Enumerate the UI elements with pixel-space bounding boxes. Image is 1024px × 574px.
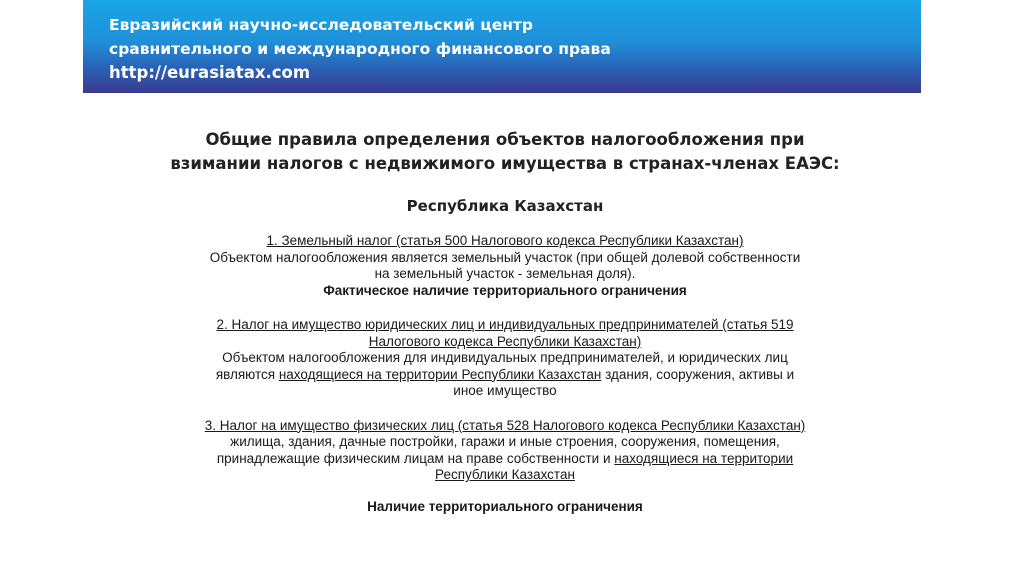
title-line2: взимании налогов с недвижимого имущества в странах-членах ЕАЭС: xyxy=(170,154,840,173)
item-1-text1: Объектом налогообложения является земельный участок (при общей долевой собственности xyxy=(209,249,801,265)
slide-title xyxy=(130,128,880,176)
item-2-heading2: Налогового кодекса Республики Казахстан) xyxy=(368,333,642,349)
item-2-text2-pre: являются xyxy=(215,366,279,382)
item-3-text2-underlined: находящиеся на территории xyxy=(614,450,794,466)
item-2-heading1: 2. Налог на имущество юридических лиц и индивидуальных предпринимателей (статья 519 xyxy=(216,317,794,332)
item-3-text2 xyxy=(130,451,880,468)
item-2-text2-post: здания, сооружения, активы и xyxy=(601,366,795,382)
title-line1: Общие правила определения объектов налогообложения при xyxy=(205,130,805,149)
item-2-text1: Объектом налогообложения для индивидуальных предпринимателей, и юридических лиц xyxy=(222,350,788,365)
item-3-text2-pre: принадлежащие физическим лицам на праве собственности и xyxy=(216,450,615,466)
item-2 xyxy=(130,317,880,400)
item-1-text2: на земельный участок - земельная доля). xyxy=(374,266,636,281)
country-heading: Республика Казахстан xyxy=(406,197,604,215)
item-3-note: Наличие территориального ограничения xyxy=(367,498,643,514)
item-1-note: Фактическое наличие территориального ограничения xyxy=(323,282,687,298)
item-3-text3: Республики Казахстан xyxy=(435,467,575,482)
item-3 xyxy=(130,418,880,516)
item-2-text2-underlined: находящиеся на территории Республики Казахстан xyxy=(278,366,602,382)
item-2-text2 xyxy=(130,367,880,384)
org-name-line2: сравнительного и международного финансового права xyxy=(109,40,611,58)
item-2-text3: иное имущество xyxy=(453,383,557,398)
header-banner xyxy=(83,0,921,93)
org-url-link[interactable]: http://eurasiatax.com xyxy=(109,63,311,82)
item-3-text1: жилища, здания, дачные постройки, гаражи и иные строения, сооружения, помещения, xyxy=(230,434,780,449)
item-1-heading: 1. Земельный налог (статья 500 Налогового кодекса Республики Казахстан) xyxy=(266,233,744,248)
slide-content xyxy=(130,128,880,515)
item-1 xyxy=(130,233,880,299)
org-name-line1: Евразийский научно-исследовательский центр xyxy=(109,16,534,34)
item-3-heading: 3. Налог на имущество физических лиц (статья 528 Налогового кодекса Республики Казахстан) xyxy=(204,417,806,433)
